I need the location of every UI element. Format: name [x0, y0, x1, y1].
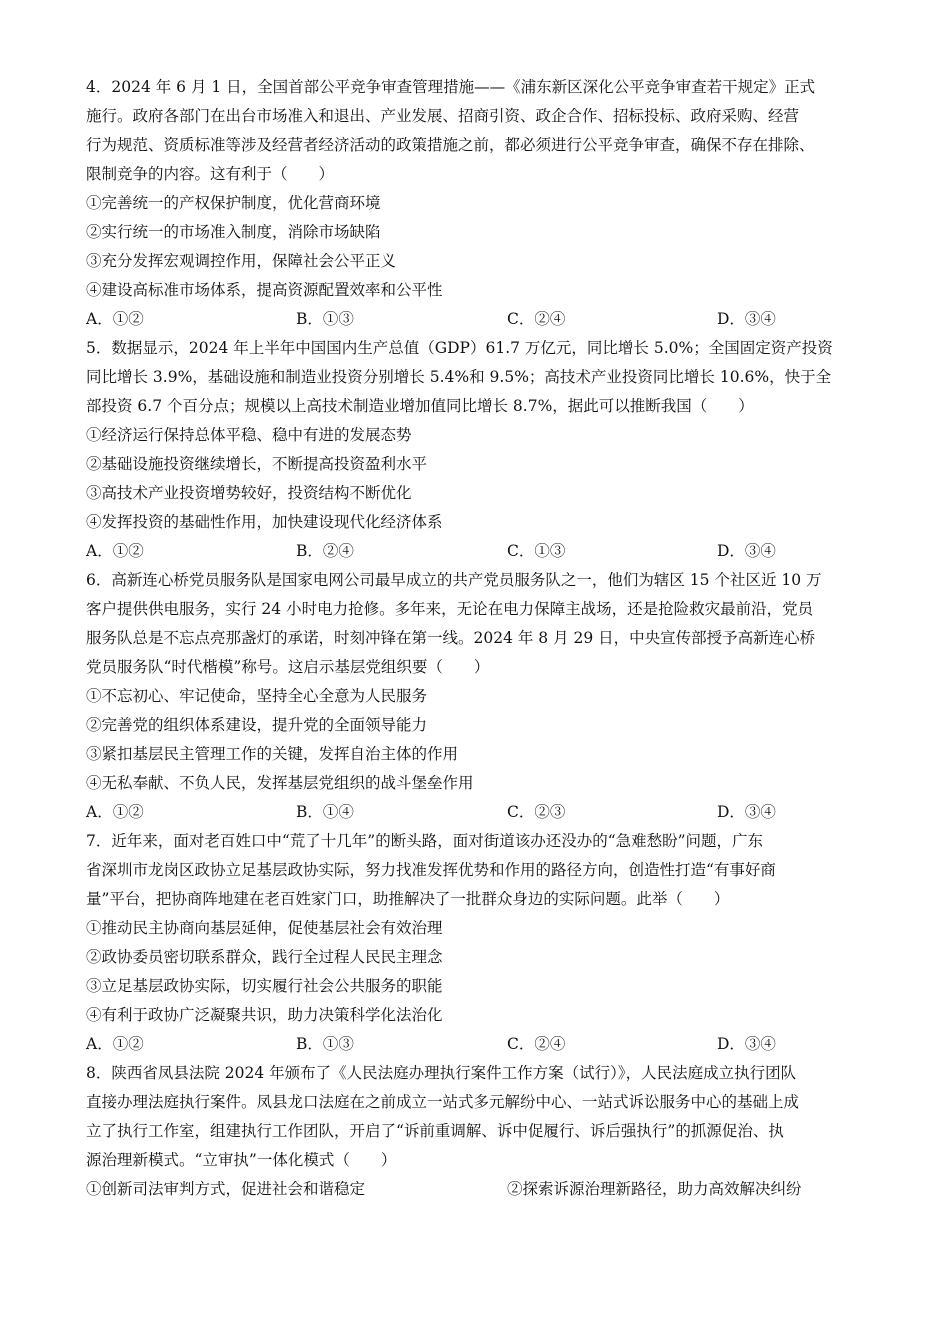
question-stem-line: 5．数据显示，2024 年上半年中国国内生产总值（GDP）61.7 万亿元，同比增长 5.0%；全国固定资产投资 — [86, 339, 833, 357]
statement-item: ③高技术产业投资增势较好，投资结构不断优化 — [86, 484, 412, 502]
statement-item: ②实行统一的市场准入制度，消除市场缺陷 — [86, 223, 381, 241]
option-b: B．①④ — [296, 803, 354, 821]
statement-item: ①不忘初心、牢记使命，坚持全心全意为人民服务 — [86, 687, 428, 705]
option-b: B．①③ — [296, 1035, 354, 1053]
option-a: A．①② — [86, 803, 144, 821]
question-stem-line: 立了执行工作室，组建执行工作团队，开启了“诉前重调解、诉中促履行、诉后强执行”的抓源促治、执 — [86, 1122, 784, 1140]
statement-item: ③充分发挥宏观调控作用，保障社会公平正义 — [86, 252, 397, 270]
question-stem-line: 省深圳市龙岗区政协立足基层政协实际，努力找准发挥优势和作用的路径方向，创造性打造“有事好商 — [86, 861, 776, 879]
question-stem-line: 施行。政府各部门在出台市场准入和退出、产业发展、招商引资、政企合作、招标投标、政府采购、经营 — [86, 107, 800, 125]
question-stem-line: 直接办理法庭执行案件。凤县龙口法庭在之前成立一站式多元解纷中心、一站式诉讼服务中心的基础上成 — [86, 1093, 800, 1111]
statement-item: ③立足基层政协实际，切实履行社会公共服务的职能 — [86, 977, 443, 995]
option-a: A．①② — [86, 1035, 144, 1053]
question-stem-line: 部投资 6.7 个百分点；规模以上高技术制造业增加值同比增长 8.7%，据此可以推断我国（ ） — [86, 397, 754, 415]
question-stem-line: 客户提供供电服务，实行 24 小时电力抢修。多年来，无论在电力保障主战场，还是抢险救灾最前沿，党员 — [86, 600, 814, 618]
option-c: C．①③ — [507, 542, 566, 560]
statement-item: ①完善统一的产权保护制度，优化营商环境 — [86, 194, 381, 212]
statement-item: ④无私奉献、不负人民，发挥基层党组织的战斗堡垒作用 — [86, 774, 474, 792]
option-b: B．①③ — [296, 310, 354, 328]
statement-item: ②探索诉源治理新路径，助力高效解决纠纷 — [507, 1180, 802, 1198]
question-stem-line: 7．近年来，面对老百姓口中“荒了十几年”的断头路，面对街道该办还没办的“急难愁盼”问题，广东 — [86, 832, 764, 850]
question-stem-line: 4．2024 年 6 月 1 日，全国首部公平竞争审查管理措施——《浦东新区深化公平竞争审查若干规定》正式 — [86, 78, 816, 96]
option-d: D．③④ — [717, 803, 776, 821]
question-stem-line: 同比增长 3.9%，基础设施和制造业投资分别增长 5.4%和 9.5%；高技术产业投资同比增长 10.6%，快于全 — [86, 368, 832, 386]
option-b: B．②④ — [296, 542, 354, 560]
option-c: C．②③ — [507, 803, 566, 821]
option-a: A．①② — [86, 310, 144, 328]
statement-item: ④发挥投资的基础性作用，加快建设现代化经济体系 — [86, 513, 443, 531]
statement-item: ①推动民主协商向基层延伸，促使基层社会有效治理 — [86, 919, 443, 937]
question-stem-line: 源治理新模式。“立审执”一体化模式（ ） — [86, 1151, 397, 1169]
statement-item: ②基础设施投资继续增长，不断提高投资盈利水平 — [86, 455, 428, 473]
statement-item: ③紧扣基层民主管理工作的关键，发挥自治主体的作用 — [86, 745, 459, 763]
statement-item: ①经济运行保持总体平稳、稳中有进的发展态势 — [86, 426, 412, 444]
question-stem-line: 服务队总是不忘点亮那盏灯的承诺，时刻冲锋在第一线。2024 年 8 月 29 日，中央宣传部授予高新连心桥 — [86, 629, 816, 647]
option-c: C．②④ — [507, 1035, 566, 1053]
question-stem-line: 党员服务队“时代楷模”称号。这启示基层党组织要（ ） — [86, 658, 490, 676]
question-stem-line: 8．陕西省凤县法院 2024 年颁布了《人民法庭办理执行案件工作方案（试行）》，人民法庭成立执行团队 — [86, 1064, 797, 1082]
question-stem-line: 限制竞争的内容。这有利于（ ） — [86, 165, 335, 183]
question-stem-line: 6．高新连心桥党员服务队是国家电网公司最早成立的共产党员服务队之一，他们为辖区 15 个社区近 10 万 — [86, 571, 822, 589]
option-d: D．③④ — [717, 1035, 776, 1053]
statement-item: ④有利于政协广泛凝聚共识，助力决策科学化法治化 — [86, 1006, 443, 1024]
statement-item: ①创新司法审判方式，促进社会和谐稳定 — [86, 1180, 366, 1198]
option-a: A．①② — [86, 542, 144, 560]
question-stem-line: 量”平台，把协商阵地建在老百姓家门口，助推解决了一批群众身边的实际问题。此举（ ） — [86, 890, 730, 908]
statement-item: ④建设高标准市场体系，提高资源配置效率和公平性 — [86, 281, 443, 299]
statement-item: ②完善党的组织体系建设，提升党的全面领导能力 — [86, 716, 428, 734]
question-stem-line: 行为规范、资质标准等涉及经营者经济活动的政策措施之前，都必须进行公平竞争审查，确保不存在排除、 — [86, 136, 815, 154]
option-d: D．③④ — [717, 310, 776, 328]
option-d: D．③④ — [717, 542, 776, 560]
option-c: C．②④ — [507, 310, 566, 328]
statement-item: ②政协委员密切联系群众，践行全过程人民民主理念 — [86, 948, 443, 966]
